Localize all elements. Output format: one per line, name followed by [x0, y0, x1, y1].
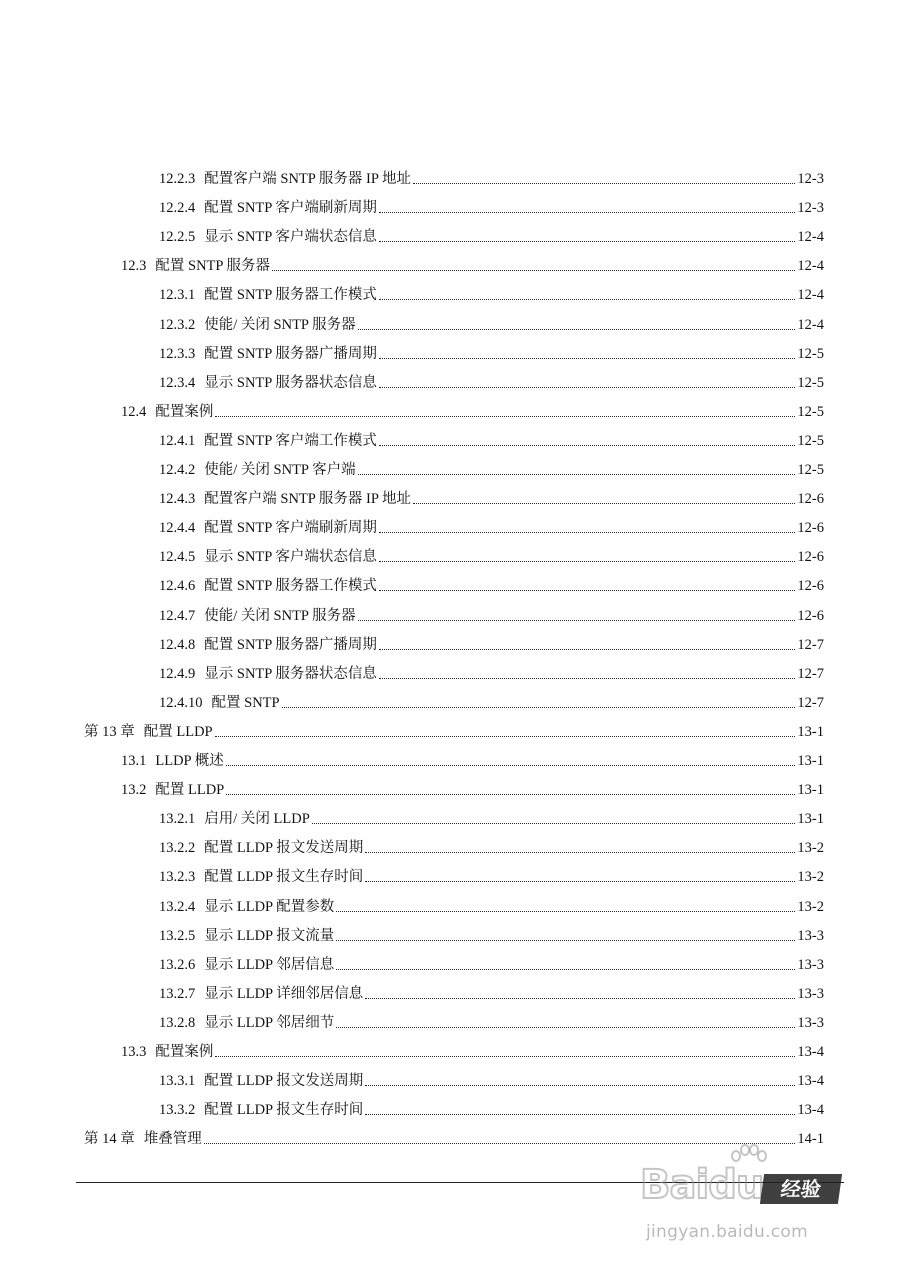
toc-dot-leader	[379, 358, 795, 359]
toc-entry[interactable]	[159, 567, 824, 595]
toc-entry[interactable]	[159, 1004, 824, 1032]
paw-icon	[726, 1142, 770, 1186]
watermark-brand: Baidu	[640, 1162, 764, 1208]
toc-entry-page: 12-7	[797, 694, 824, 711]
toc-entry-number: 12.3.1	[159, 287, 196, 304]
toc-entry-page: 12-6	[797, 578, 824, 595]
toc-entry[interactable]	[159, 189, 824, 217]
toc-dot-leader	[413, 183, 795, 184]
toc-entry-page: 12-7	[797, 665, 824, 682]
toc-entry-title: 配置 LLDP 报文发送周期	[204, 840, 364, 857]
toc-dot-leader	[379, 532, 795, 533]
toc-entry-page: 12-5	[797, 345, 824, 362]
toc-dot-leader	[358, 620, 796, 621]
toc-entry-title: 配置 LLDP	[155, 782, 225, 799]
watermark-url: jingyan.baidu.com	[646, 1222, 808, 1242]
toc-entry-number: 12.3	[121, 258, 147, 275]
toc-entry-title: 配置 LLDP 报文生存时间	[204, 869, 364, 886]
toc-entry-title: 使能/ 关闭 SNTP 服务器	[204, 316, 356, 333]
toc-entry-number: 12.4.10	[159, 694, 203, 711]
toc-entry-page: 12-6	[797, 607, 824, 624]
toc-entry-title: 配置 LLDP	[143, 723, 213, 740]
toc-entry-page: 13-1	[797, 723, 824, 740]
toc-dot-leader	[379, 678, 795, 679]
toc-dot-leader	[336, 1027, 795, 1028]
toc-dot-leader	[215, 1056, 795, 1057]
toc-entry-number: 13.2.4	[159, 898, 196, 915]
toc-entry[interactable]	[121, 1033, 824, 1061]
toc-entry-page: 12-3	[797, 171, 824, 187]
toc-entry-number: 13.2.8	[159, 1014, 196, 1031]
toc-dot-leader	[365, 852, 795, 853]
toc-entry-title: 使能/ 关闭 SNTP 服务器	[204, 607, 356, 624]
toc-entry-title: 启用/ 关闭 LLDP	[204, 811, 310, 828]
toc-entry-title: 显示 SNTP 服务器状态信息	[204, 665, 377, 682]
toc-entry[interactable]	[159, 422, 824, 450]
toc-entry[interactable]	[159, 509, 824, 537]
toc-entry-title: 配置 SNTP 服务器工作模式	[204, 287, 377, 304]
toc-entry-page: 13-2	[797, 840, 824, 857]
toc-entry[interactable]	[159, 538, 824, 566]
toc-entry-number: 12.3.2	[159, 316, 196, 333]
toc-dot-leader	[282, 707, 796, 708]
toc-entry-page: 12-4	[797, 229, 824, 246]
toc-dot-leader	[365, 998, 795, 999]
toc-entry[interactable]	[159, 364, 824, 392]
toc-dot-leader	[379, 212, 795, 213]
toc-entry-page: 13-3	[797, 985, 824, 1002]
toc-entry-title: 配置客户端 SNTP 服务器 IP 地址	[204, 171, 412, 187]
toc-entry[interactable]	[159, 888, 824, 916]
toc-entry-title: 配置 SNTP 客户端刷新周期	[204, 520, 377, 537]
toc-entry-number: 12.4.4	[159, 520, 196, 537]
toc-entry-page: 12-5	[797, 432, 824, 449]
toc-dot-leader	[379, 590, 795, 591]
toc-entry[interactable]	[159, 597, 824, 625]
toc-entry-page: 13-3	[797, 1014, 824, 1031]
toc-entry-title: 显示 LLDP 邻居信息	[204, 956, 335, 973]
toc-dot-leader	[365, 1114, 795, 1115]
toc-entry-page: 12-3	[797, 200, 824, 217]
toc-entry[interactable]	[159, 655, 824, 683]
toc-entry-number: 13.2.1	[159, 811, 196, 828]
toc-dot-leader	[336, 969, 795, 970]
toc-entry-page: 12-7	[797, 636, 824, 653]
toc-dot-leader	[365, 1085, 795, 1086]
toc-entry-page: 12-5	[797, 462, 824, 478]
toc-entry-number: 13.2	[121, 782, 147, 799]
toc-entry-title: 配置案例	[155, 403, 214, 420]
toc-dot-leader	[358, 329, 796, 330]
toc-entry-page: 13-3	[797, 956, 824, 973]
toc-dot-leader	[365, 881, 795, 882]
toc-entry[interactable]	[159, 858, 824, 886]
toc-entry[interactable]	[84, 713, 824, 741]
toc-entry-title: 配置 SNTP 客户端工作模式	[204, 432, 377, 449]
toc-dot-leader	[358, 474, 796, 475]
toc-entry-number: 12.4.6	[159, 578, 196, 595]
toc-entry[interactable]	[159, 335, 824, 363]
toc-entry-number: 13.1	[121, 753, 147, 769]
toc-entry-page: 12-4	[797, 287, 824, 304]
toc-entry-title: 配置 LLDP 报文生存时间	[204, 1102, 364, 1119]
toc-entry-page: 12-5	[797, 374, 824, 391]
toc-entry-title: 显示 LLDP 详细邻居信息	[204, 985, 364, 1002]
toc-entry-title: 显示 LLDP 邻居细节	[204, 1014, 335, 1031]
toc-dot-leader	[336, 940, 795, 941]
toc-dot-leader	[379, 299, 795, 300]
toc-entry-number: 12.4.9	[159, 665, 196, 682]
toc-entry-page: 12-6	[797, 549, 824, 566]
toc-entry-title: 配置 SNTP 服务器工作模式	[204, 578, 377, 595]
toc-entry[interactable]	[159, 160, 824, 188]
toc-dot-leader	[312, 823, 796, 824]
toc-entry-number: 12.3.3	[159, 345, 196, 362]
toc-entry-number: 13.2.5	[159, 927, 196, 944]
toc-entry-title: 配置 SNTP 客户端刷新周期	[204, 200, 377, 217]
toc-dot-leader	[379, 561, 795, 562]
toc-entry[interactable]	[159, 480, 824, 508]
toc-entry-title: 显示 LLDP 配置参数	[204, 898, 335, 915]
toc-entry-number: 13.2.7	[159, 985, 196, 1002]
toc-entry-title: 堆叠管理	[143, 1131, 202, 1148]
toc-entry[interactable]	[159, 1091, 824, 1119]
toc-entry-page: 13-1	[797, 753, 824, 769]
toc-entry-page: 12-6	[797, 491, 824, 508]
toc-entry-title: 配置 SNTP 服务器	[155, 258, 271, 275]
toc-entry-title: LLDP 概述	[155, 753, 224, 769]
toc-entry[interactable]	[121, 771, 824, 799]
toc-entry[interactable]	[159, 946, 824, 974]
watermark-tag: 经验	[760, 1174, 842, 1204]
toc-entry[interactable]	[159, 1062, 824, 1090]
toc-entry-number: 12.4.5	[159, 549, 196, 566]
toc-entry-title: 使能/ 关闭 SNTP 客户端	[204, 462, 356, 478]
toc-entry-number: 12.4.3	[159, 491, 196, 508]
toc-entry-number: 第 13 章	[84, 723, 135, 740]
toc-entry-number: 12.2.3	[159, 171, 196, 187]
toc-entry-title: 配置案例	[155, 1044, 214, 1060]
toc-entry-number: 12.4.7	[159, 607, 196, 624]
toc-entry[interactable]	[159, 800, 824, 828]
toc-entry[interactable]	[121, 393, 824, 421]
toc-entry-page: 13-4	[797, 1102, 824, 1119]
toc-entry[interactable]	[159, 626, 824, 654]
toc-entry[interactable]	[159, 917, 824, 945]
toc-entry-number: 13.3	[121, 1044, 147, 1060]
toc-dot-leader	[379, 649, 795, 650]
toc-entry-page: 13-3	[797, 927, 824, 944]
toc-entry-number: 12.4	[121, 403, 147, 420]
toc-entry-title: 显示 SNTP 客户端状态信息	[204, 549, 377, 566]
toc-entry-title: 配置 SNTP 服务器广播周期	[204, 345, 377, 362]
toc-entry[interactable]	[84, 1120, 824, 1148]
toc-entry-page: 12-5	[797, 403, 824, 420]
toc-dot-leader	[226, 794, 795, 795]
toc-entry-page: 13-2	[797, 898, 824, 915]
toc-entry-page: 14-1	[797, 1131, 824, 1148]
toc-entry-title: 配置 SNTP	[211, 694, 280, 711]
toc-entry-number: 13.2.6	[159, 956, 196, 973]
toc-entry-title: 配置 LLDP 报文发送周期	[204, 1073, 364, 1090]
toc-entry[interactable]	[159, 276, 824, 304]
toc-dot-leader	[215, 736, 796, 737]
toc-entry-page: 13-1	[797, 811, 824, 828]
toc-dot-leader	[226, 765, 796, 766]
toc-entry-number: 12.2.4	[159, 200, 196, 217]
toc-dot-leader	[336, 911, 795, 912]
toc-dot-leader	[215, 416, 795, 417]
toc-entry-number: 12.3.4	[159, 374, 196, 391]
toc-entry-number: 13.2.2	[159, 840, 196, 857]
toc-entry-number: 12.4.1	[159, 432, 196, 449]
toc-entry-number: 第 14 章	[84, 1131, 135, 1148]
toc-entry-number: 13.2.3	[159, 869, 196, 886]
toc-entry-title: 显示 SNTP 客户端状态信息	[204, 229, 377, 246]
toc-entry-number: 12.4.2	[159, 462, 196, 478]
toc-entry[interactable]	[159, 306, 824, 334]
toc-entry-number: 12.4.8	[159, 636, 196, 653]
toc-entry[interactable]	[159, 451, 824, 479]
toc-entry-page: 13-4	[797, 1044, 824, 1060]
toc-entry-title: 配置客户端 SNTP 服务器 IP 地址	[204, 491, 412, 508]
toc-entry-page: 12-4	[797, 258, 824, 275]
toc-entry-page: 12-4	[797, 316, 824, 333]
toc-dot-leader	[413, 503, 795, 504]
toc-entry-page: 13-2	[797, 869, 824, 886]
toc-entry[interactable]	[159, 684, 824, 712]
toc-dot-leader	[272, 270, 795, 271]
toc-dot-leader	[204, 1143, 796, 1144]
toc-dot-leader	[379, 387, 795, 388]
toc-entry-title: 显示 LLDP 报文流量	[204, 927, 335, 944]
toc-entry[interactable]	[159, 829, 824, 857]
toc-dot-leader	[379, 445, 795, 446]
toc-entry[interactable]	[159, 218, 824, 246]
baidu-jingyan-watermark	[640, 1138, 890, 1278]
toc-entry-title: 配置 SNTP 服务器广播周期	[204, 636, 377, 653]
toc-entry-number: 13.3.2	[159, 1102, 196, 1119]
footer-rule	[76, 1182, 844, 1183]
toc-entry[interactable]	[159, 975, 824, 1003]
toc-entry-page: 13-1	[797, 782, 824, 799]
toc-entry-page: 13-4	[797, 1073, 824, 1090]
toc-entry[interactable]	[121, 742, 824, 770]
toc-entry-title: 显示 SNTP 服务器状态信息	[204, 374, 377, 391]
toc-dot-leader	[379, 241, 795, 242]
toc-entry[interactable]	[121, 247, 824, 275]
toc-entry-page: 12-6	[797, 520, 824, 537]
toc-entry-number: 13.3.1	[159, 1073, 196, 1090]
toc-entry-number: 12.2.5	[159, 229, 196, 246]
